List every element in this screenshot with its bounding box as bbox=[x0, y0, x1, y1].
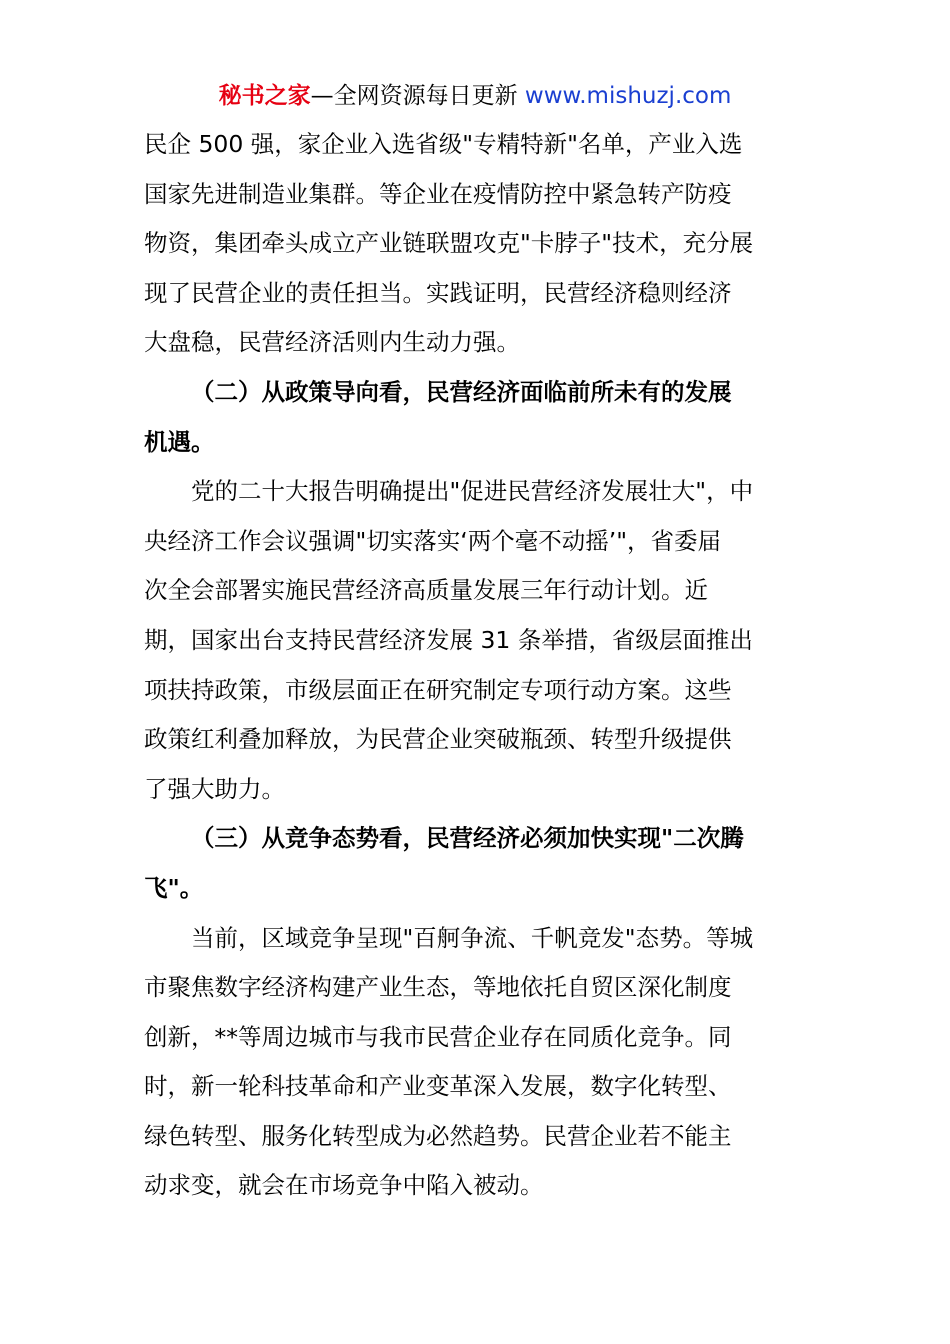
paragraph-line: 动求变，就会在市场竞争中陷入被动。 bbox=[144, 1171, 544, 1200]
brand-name: 秘书之家 bbox=[218, 83, 311, 109]
paragraph-line: 期，国家出台支持民营经济发展 31 条举措，省级层面推出 bbox=[144, 625, 753, 654]
paragraph-line: 绿色转型、服务化转型成为必然趋势。民营企业若不能主 bbox=[144, 1121, 732, 1150]
paragraph-line: 政策红利叠加释放，为民营企业突破瓶颈、转型升级提供 bbox=[144, 725, 732, 754]
paragraph-line: 了强大助力。 bbox=[144, 774, 285, 803]
paragraph-line: 项扶持政策，市级层面正在研究制定专项行动方案。这些 bbox=[144, 675, 732, 704]
paragraph-line: 物资，集团牵头成立产业链联盟攻克"卡脖子"技术，充分展 bbox=[144, 229, 754, 258]
section-heading-line: （三）从竞争态势看，民营经济必须加快实现"二次腾 bbox=[191, 824, 744, 853]
paragraph-line: 创新，**等周边城市与我市民营企业存在同质化竞争。同 bbox=[144, 1022, 732, 1051]
document-body bbox=[144, 120, 808, 1211]
paragraph-line: 时，新一轮科技革命和产业变革深入发展，数字化转型、 bbox=[144, 1072, 732, 1101]
paragraph-line: 央经济工作会议强调"切实落实‘两个毫不动摇’"，省委届 bbox=[144, 526, 722, 555]
paragraph-line: 民企 500 强，家企业入选省级"专精特新"名单，产业入选 bbox=[144, 130, 743, 158]
page-header bbox=[0, 80, 950, 112]
paragraph-line: 党的二十大报告明确提出"促进民营经济发展壮大"，中 bbox=[191, 477, 754, 506]
header-tagline: —全网资源每日更新 bbox=[310, 83, 525, 109]
website-link[interactable]: www.mishuzj.com bbox=[524, 83, 732, 109]
section-heading-line: 飞"。 bbox=[144, 873, 204, 902]
section-heading-line: 机遇。 bbox=[144, 427, 215, 456]
paragraph-line: 次全会部署实施民营经济高质量发展三年行动计划。近 bbox=[144, 576, 708, 605]
paragraph-line: 现了民营企业的责任担当。实践证明，民营经济稳则经济 bbox=[144, 278, 732, 307]
section-heading-line: （二）从政策导向看，民营经济面临前所未有的发展 bbox=[191, 377, 732, 406]
paragraph-line: 国家先进制造业集群。等企业在疫情防控中紧急转产防疫 bbox=[144, 179, 732, 208]
paragraph-line: 市聚焦数字经济构建产业生态，等地依托自贸区深化制度 bbox=[144, 973, 732, 1002]
paragraph-line: 当前，区域竞争呈现"百舸争流、千帆竞发"态势。等城 bbox=[191, 923, 754, 952]
paragraph-line: 大盘稳，民营经济活则内生动力强。 bbox=[144, 328, 520, 357]
